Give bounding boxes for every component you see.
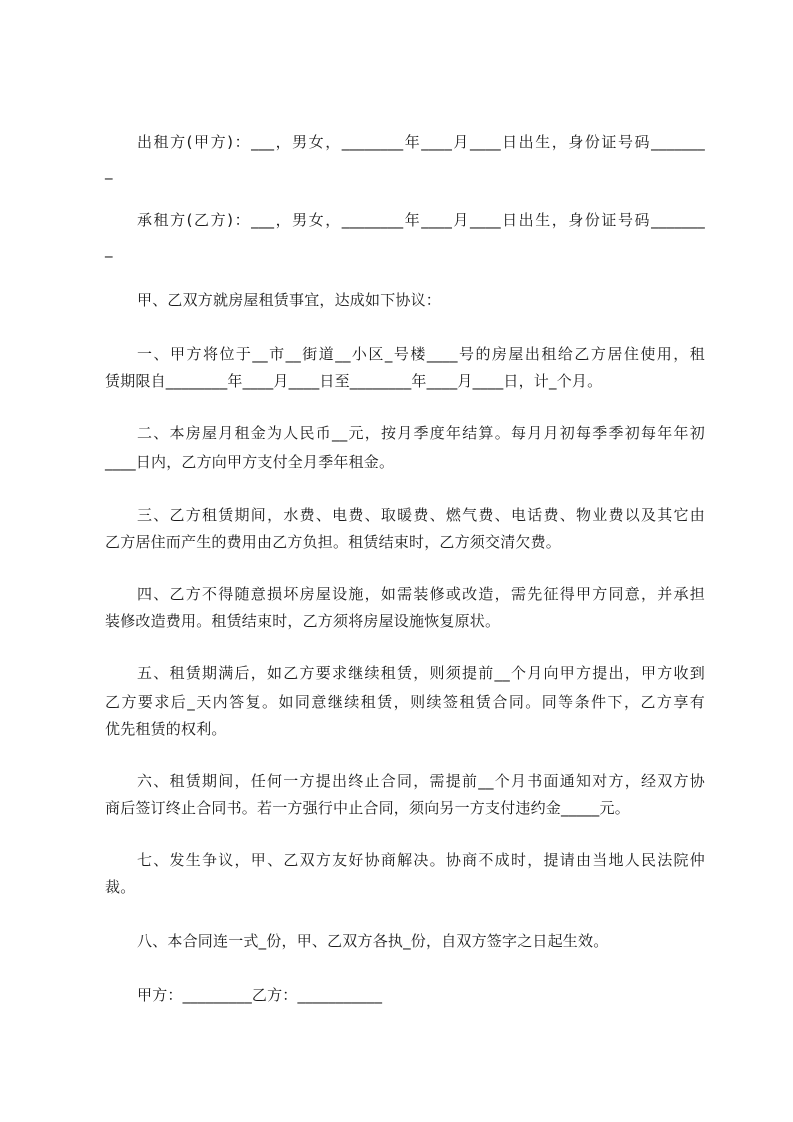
clause-6-line-1: 六、租赁期间，任何一方提出终止合同，需提前__个月书面通知对方，经双方协 bbox=[137, 772, 705, 790]
lessor-line-wrap: _ bbox=[105, 162, 113, 180]
clause-3-line-1: 三、乙方租赁期间，水费、电费、取暖费、燃气费、电话费、物业费以及其它由 bbox=[137, 506, 705, 524]
clause-2-line-2: ____日内，乙方向甲方支付全月季年租金。 bbox=[105, 453, 395, 471]
clause-1-line-2: 赁期限自________年____月____日至________年____月____日，计_个月。 bbox=[105, 372, 603, 390]
clause-7-line-1: 七、发生争议，甲、乙双方友好协商解决。协商不成时，提请由当地人民法院仲 bbox=[137, 851, 705, 869]
clause-2-line-1: 二、本房屋月租金为人民币__元，按月季度年结算。每月月初每季季初每年年初 bbox=[137, 424, 705, 442]
clause-5-line-3: 优先租赁的权利。 bbox=[105, 720, 227, 738]
lessee-line: 承租方(乙方)：___，男女，________年____月____日出生，身份证号码_______ bbox=[137, 211, 705, 229]
clause-6-line-2: 商后签订终止合同书。若一方强行中止合同，须向另一方支付违约金_____元。 bbox=[105, 799, 630, 817]
clause-5-line-1: 五、租赁期满后，如乙方要求继续租赁，则须提前__个月向甲方提出，甲方收到 bbox=[137, 664, 705, 682]
clause-7-line-2: 裁。 bbox=[105, 878, 136, 896]
clause-1-line-1: 一、甲方将位于__市__街道__小区_号楼____号的房屋出租给乙方居住使用，租 bbox=[137, 345, 705, 363]
lessor-line: 出租方(甲方)：___，男女，________年____月____日出生，身份证号码_______ bbox=[137, 133, 705, 151]
clause-3-line-2: 乙方居住而产生的费用由乙方负担。租赁结束时，乙方须交清欠费。 bbox=[105, 533, 562, 551]
lessee-line-wrap: _ bbox=[105, 240, 113, 258]
signature-line: 甲方：_________乙方：___________ bbox=[137, 986, 383, 1004]
clause-8: 八、本合同连一式_份，甲、乙双方各执_份，自双方签字之日起生效。 bbox=[137, 932, 609, 950]
clause-5-line-2: 乙方要求后_天内答复。如同意继续租赁，则续签租赁合同。同等条件下，乙方享有 bbox=[105, 693, 705, 711]
intro-paragraph: 甲、乙双方就房屋租赁事宜，达成如下协议： bbox=[137, 291, 442, 309]
clause-4-line-1: 四、乙方不得随意损坏房屋设施，如需装修或改造，需先征得甲方同意，并承担 bbox=[137, 585, 705, 603]
clause-4-line-2: 装修改造费用。租赁结束时，乙方须将房屋设施恢复原状。 bbox=[105, 612, 501, 630]
